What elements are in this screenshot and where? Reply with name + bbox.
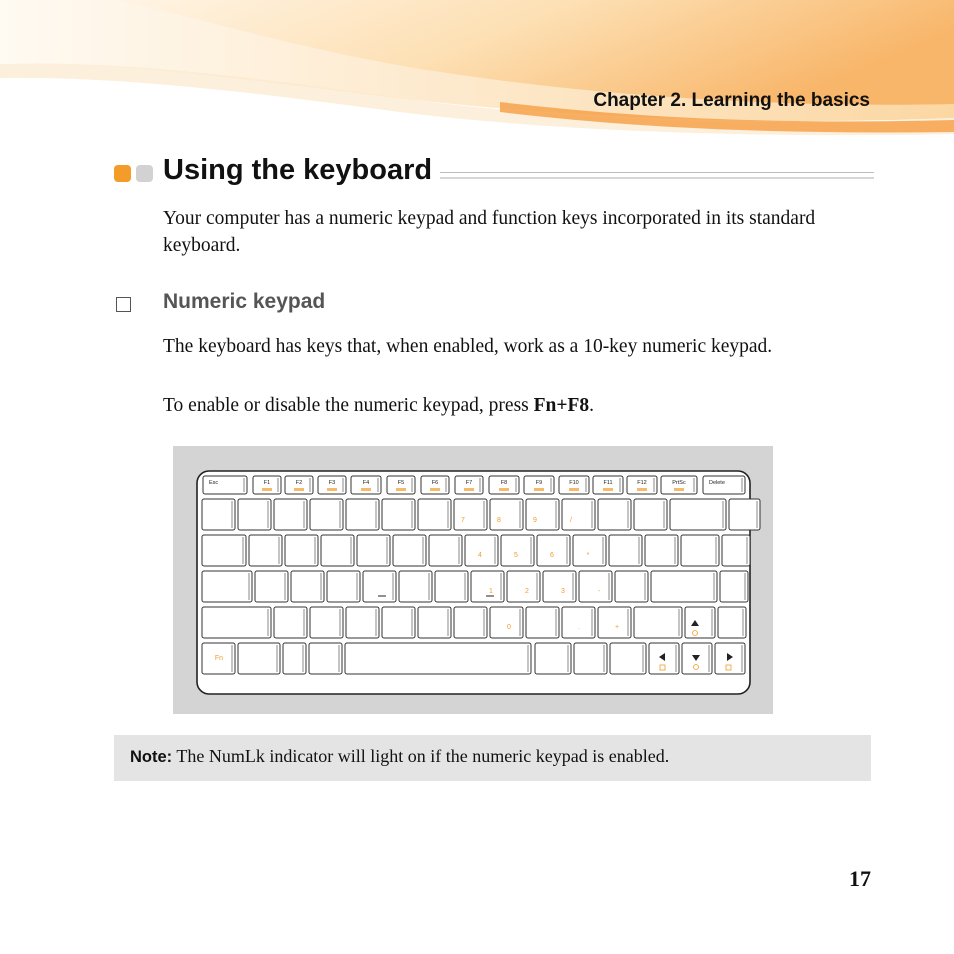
function-key-icon — [569, 488, 579, 491]
gray-square-icon — [136, 165, 153, 182]
function-key-label: F11 — [603, 480, 613, 486]
key-row4-9 — [598, 607, 631, 638]
keypad-label: 2 — [525, 588, 529, 595]
function-key-label: Delete — [709, 480, 725, 486]
function-key-label: F12 — [637, 480, 647, 486]
keypad-label: 3 — [561, 588, 565, 595]
key-row2-7 — [501, 535, 534, 566]
note-label: Note: — [130, 748, 173, 766]
key-row1-12 — [634, 499, 667, 530]
key-row2-5 — [429, 535, 462, 566]
key-row1-0 — [202, 499, 235, 530]
key-row3-10 — [615, 571, 648, 602]
key-row3-2 — [327, 571, 360, 602]
keypad-label: - — [597, 588, 601, 595]
keypad-label: 5 — [514, 552, 518, 559]
key-row1-end — [729, 499, 760, 530]
function-key-label: F8 — [500, 480, 508, 486]
right-alt-key — [535, 643, 571, 674]
key-row2-8 — [537, 535, 570, 566]
fn-key-label: Fn — [214, 655, 224, 662]
section-title: Using the keyboard — [163, 154, 433, 186]
function-key-label: Esc — [209, 480, 219, 486]
function-key-label: F10 — [569, 480, 579, 486]
key-row4-6 — [490, 607, 523, 638]
enable-suffix: . — [589, 395, 595, 416]
header-decoration — [0, 0, 954, 140]
key-row4-1 — [310, 607, 343, 638]
key-row2-2 — [321, 535, 354, 566]
backslash-key — [681, 535, 719, 566]
note-box — [114, 735, 871, 781]
enable-paragraph — [163, 392, 875, 419]
key-row3-7 — [507, 571, 540, 602]
shortcut-keys: Fn+F8 — [533, 395, 590, 416]
subsection-heading-row — [114, 290, 814, 320]
key-row3-6 — [471, 571, 504, 602]
function-key-label: F5 — [397, 480, 405, 486]
key-row3-5 — [435, 571, 468, 602]
keypad-label: 6 — [550, 552, 554, 559]
key-row2-end — [722, 535, 750, 566]
function-key-icon — [396, 488, 406, 491]
key-row4-3 — [382, 607, 415, 638]
key-row2-6 — [465, 535, 498, 566]
function-key-icon — [430, 488, 440, 491]
key-row3-end — [720, 571, 748, 602]
keypad-label: 9 — [533, 517, 537, 524]
key-row3-3 — [363, 571, 396, 602]
function-key-label: F9 — [535, 480, 543, 486]
key-row4-4 — [418, 607, 451, 638]
backspace-key — [670, 499, 726, 530]
key-row1-11 — [598, 499, 631, 530]
space-key — [345, 643, 531, 674]
keypad-label: 7 — [461, 517, 465, 524]
function-key-icon — [603, 488, 613, 491]
keypad-label: * — [586, 552, 590, 559]
function-key-label: F3 — [328, 480, 336, 486]
function-key-label: PrtSc — [672, 480, 686, 486]
keypad-label: . — [578, 624, 580, 631]
key-row4-0 — [274, 607, 307, 638]
function-key-icon — [327, 488, 337, 491]
key-row2-10 — [609, 535, 642, 566]
function-key-icon — [499, 488, 509, 491]
keypad-label: 1 — [489, 588, 493, 595]
menu-key — [574, 643, 607, 674]
ctrl-key — [238, 643, 280, 674]
key-row2-1 — [285, 535, 318, 566]
section-title-row — [114, 154, 874, 194]
function-key-icon — [294, 488, 304, 491]
function-key-icon — [361, 488, 371, 491]
note-text — [130, 746, 669, 767]
caps-lock-key — [202, 571, 252, 602]
note-body: The NumLk indicator will light on if the numeric keypad is enabled. — [172, 746, 670, 766]
key-row2-11 — [645, 535, 678, 566]
function-key-icon — [262, 488, 272, 491]
keyboard-illustration — [173, 446, 773, 714]
key-row2-4 — [393, 535, 426, 566]
key-row1-5 — [382, 499, 415, 530]
key-row3-9 — [579, 571, 612, 602]
function-key-icon — [534, 488, 544, 491]
enable-text: To enable or disable the numeric keypad, press — [163, 395, 534, 416]
function-key-icon — [637, 488, 647, 491]
keyboard-illustration-frame — [173, 446, 773, 714]
key-row1-4 — [346, 499, 379, 530]
key-row3-4 — [399, 571, 432, 602]
keypad-label: + — [614, 624, 620, 631]
key-row1-7 — [454, 499, 487, 530]
key-row2-3 — [357, 535, 390, 566]
page-number: 17 — [849, 866, 871, 891]
keypad-paragraph: The keyboard has keys that, when enabled, work as a 10-key numeric keypad. — [163, 336, 773, 357]
key-row4-5 — [454, 607, 487, 638]
subsection-title: Numeric keypad — [163, 290, 326, 313]
right-shift-key — [634, 607, 682, 638]
keypad-label: 8 — [497, 517, 501, 524]
key-row1-1 — [238, 499, 271, 530]
key-row4-8 — [562, 607, 595, 638]
function-key-icon — [674, 488, 684, 491]
key-row2-9 — [573, 535, 606, 566]
orange-square-icon — [114, 165, 131, 182]
key-row1-2 — [274, 499, 307, 530]
key-row1-8 — [490, 499, 523, 530]
key-row4-end — [718, 607, 746, 638]
function-key-label: F6 — [431, 480, 439, 486]
left-shift-key — [202, 607, 271, 638]
key-row1-6 — [418, 499, 451, 530]
chapter-header: Chapter 2. Learning the basics — [593, 90, 870, 111]
key-row4-2 — [346, 607, 379, 638]
key-row3-8 — [543, 571, 576, 602]
square-bullet-icon — [116, 297, 131, 312]
keypad-label: / — [570, 517, 572, 524]
keypad-label: 4 — [478, 552, 482, 559]
function-key-label: F4 — [362, 480, 370, 486]
key-row1-9 — [526, 499, 559, 530]
key-row3-0 — [255, 571, 288, 602]
key-row2-0 — [249, 535, 282, 566]
keypad-label: 0 — [507, 624, 511, 631]
key-row3-1 — [291, 571, 324, 602]
enter-key — [651, 571, 717, 602]
function-key-label: F2 — [295, 480, 303, 486]
function-key-icon — [464, 488, 474, 491]
function-key-label: F1 — [263, 480, 271, 486]
title-rule — [440, 172, 874, 179]
key-row1-10 — [562, 499, 595, 530]
function-key-label: F7 — [465, 480, 473, 486]
intro-paragraph: Your computer has a numeric keypad and function keys incorporated in its standard keyboard. — [163, 208, 816, 256]
up-arrow-key — [685, 607, 715, 638]
tab-key — [202, 535, 246, 566]
key-row1-3 — [310, 499, 343, 530]
alt-key — [309, 643, 342, 674]
right-ctrl-key — [610, 643, 646, 674]
key-row4-7 — [526, 607, 559, 638]
